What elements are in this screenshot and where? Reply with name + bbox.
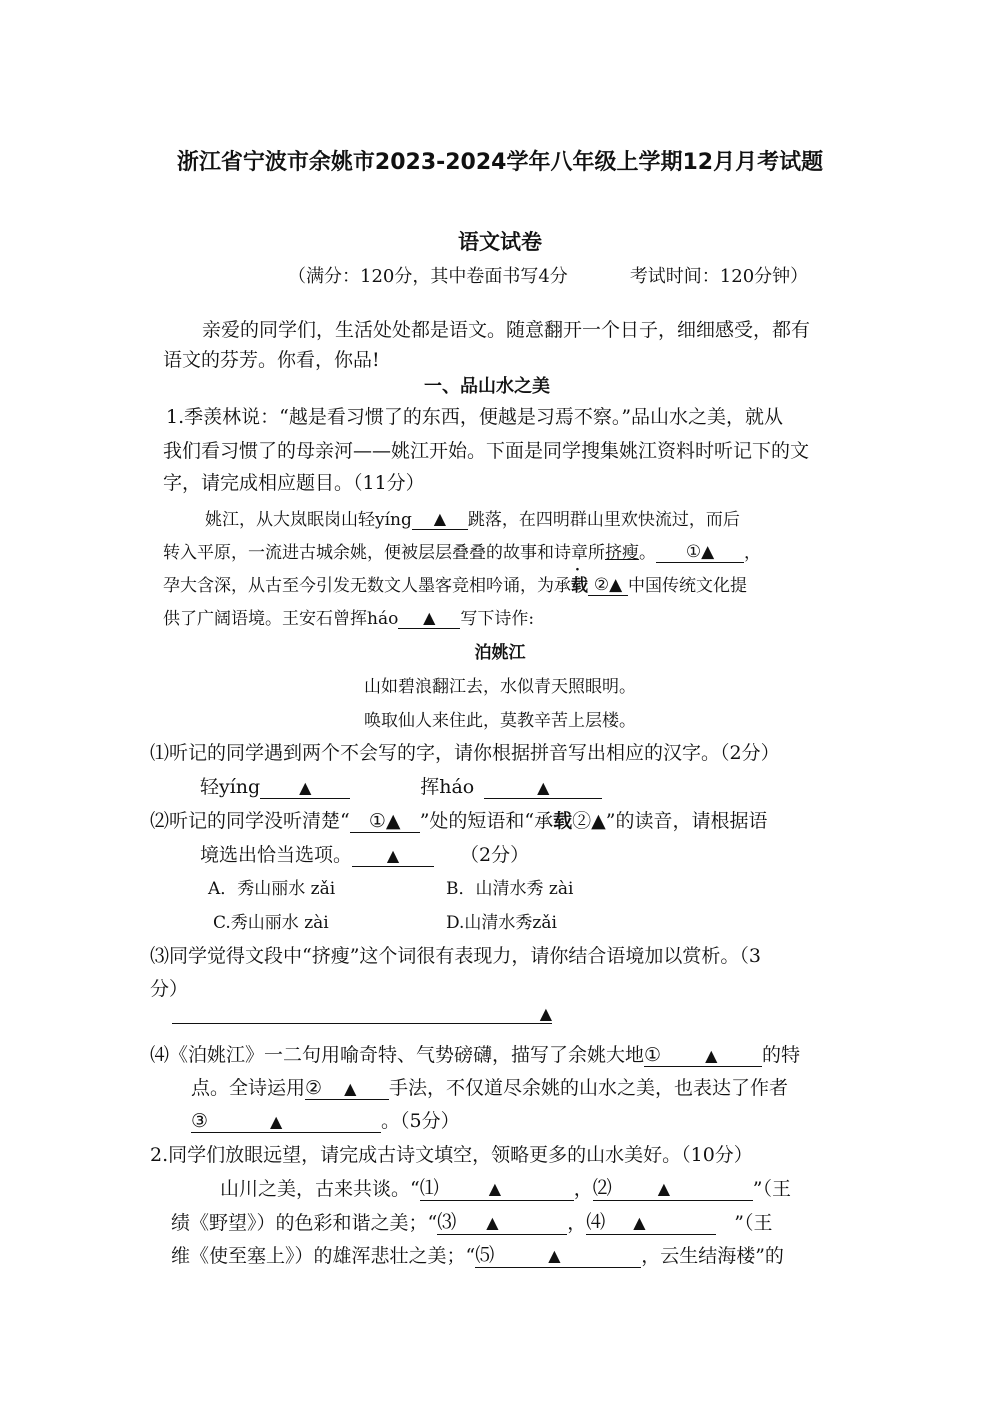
q1-sub2-text: ”处的短语和“承 xyxy=(419,810,554,832)
q1-sub2-line-1 xyxy=(150,806,768,833)
q1-sub2-text: 境选出恰当选项。 xyxy=(200,844,353,866)
dotted-char: 载 xyxy=(571,576,588,596)
option-d[interactable]: D.山清水秀zǎi xyxy=(446,913,557,933)
answer-blank-q2-2[interactable] xyxy=(593,1173,753,1201)
answer-label-a: 轻yíng xyxy=(200,776,261,798)
q2-line-4 xyxy=(171,1240,784,1268)
q2-text: ，云生结海楼”的 xyxy=(641,1245,784,1267)
blank-marker: ▲ xyxy=(423,608,436,627)
passage-text: 供了广阔语境。王安石曾挥háo xyxy=(163,609,399,629)
q1-sub4-line-1 xyxy=(150,1040,800,1067)
q1-sub2-text: ⑵听记的同学没听清楚“ xyxy=(150,810,350,832)
q1-sub3-answer-line[interactable] xyxy=(172,1004,552,1024)
blank-marker: ▲ xyxy=(433,509,447,528)
answer-blank-1-ref xyxy=(350,810,420,833)
passage-line-2 xyxy=(163,538,761,563)
blank-number-1: ①▲ xyxy=(685,542,715,562)
q2-text: ”（王 xyxy=(734,1212,773,1234)
q1-line-1: 1.季羡林说：“越是看习惯了的东西，便越是习焉不察。”品山水之美，就从 xyxy=(166,406,784,428)
passage-text: 跳落，在四明群山里欢快流过，而后 xyxy=(467,510,740,530)
q1-sub3-line-1: ⑶同学觉得文段中“挤瘦”这个词很有表现力，请你结合语境加以赏析。（3 xyxy=(150,945,762,967)
blank-marker: ▲ xyxy=(386,846,400,865)
blank-marker: ▲ xyxy=(270,1112,283,1131)
q2-text: ”（王 xyxy=(752,1178,791,1200)
exam-title: 浙江省宁波市余姚市2023-2024学年八年级上学期12月月考试题 xyxy=(176,150,824,175)
blank-marker: ▲ xyxy=(633,1213,646,1232)
blank-marker: ▲ xyxy=(705,1046,718,1065)
answer-blank-appreciation[interactable] xyxy=(172,1004,552,1024)
blank-marker: ▲ xyxy=(539,1004,552,1023)
blank-marker: ▲ xyxy=(537,778,550,797)
blank-marker: ▲ xyxy=(486,1213,499,1232)
q1-sub4-text: 手法，不仅道尽余姚的山水之美，也表达了作者 xyxy=(389,1077,789,1099)
q2-line-2 xyxy=(220,1173,791,1201)
blank-number: ⑸ xyxy=(475,1244,495,1266)
blank-marker: ▲ xyxy=(548,1246,561,1265)
passage-text: ， xyxy=(744,543,761,563)
blank-number: ⑵ xyxy=(592,1177,612,1199)
q1-sub1-answers xyxy=(200,772,602,799)
passage-text: 姚江，从大岚眠岗山轻yíng xyxy=(205,510,412,530)
blank-number-1: ①▲ xyxy=(368,810,401,832)
answer-blank-q2-3[interactable] xyxy=(437,1207,567,1235)
blank-number: ⑴ xyxy=(419,1177,439,1199)
blank-number: ② xyxy=(305,1077,323,1099)
q2-text: ， xyxy=(567,1212,587,1234)
q1-sub4-text: ⑷《泊姚江》一二句用喻奇特、气势磅礴，描写了余姚大地 xyxy=(150,1044,645,1066)
blank-marker: ▲ xyxy=(299,778,312,797)
passage-text: 孕大含深，从古至今引发无数文人墨客竞相吟诵，为承 xyxy=(163,576,571,596)
answer-blank-a[interactable] xyxy=(260,776,350,799)
answer-blank-choice[interactable] xyxy=(352,844,434,867)
q2-text: 山川之美，古来共谈。“ xyxy=(220,1178,420,1200)
exam-meta xyxy=(288,262,808,288)
answer-blank-1[interactable] xyxy=(656,542,744,563)
passage-line-3 xyxy=(163,571,747,596)
passage-text: 转入平原，一流进古城余姚，便被层层叠叠的故事和诗章所 xyxy=(163,543,605,563)
blank-number-2: ②▲ xyxy=(593,575,623,595)
answer-blank-q2-5[interactable] xyxy=(475,1240,641,1268)
answer-blank-yíng[interactable] xyxy=(412,509,468,530)
section-1-heading: 一、品山水之美 xyxy=(424,376,550,397)
highlighted-char: 载 xyxy=(553,810,573,832)
q2-text: 绩《野望》）的色彩和谐之美；“ xyxy=(171,1212,438,1234)
q2-line-3 xyxy=(171,1207,772,1235)
blank-marker: ▲ xyxy=(344,1079,357,1098)
q1-sub4-text: 点。全诗运用 xyxy=(191,1077,306,1099)
highlighted-word: 挤瘦 xyxy=(605,543,639,563)
answer-blank-4-1[interactable] xyxy=(644,1044,762,1067)
q1-line-3: 字，请完成相应题目。（11分） xyxy=(163,472,425,494)
option-a[interactable]: A．秀山丽水 zǎi xyxy=(208,879,336,899)
answer-blank-2[interactable] xyxy=(588,575,628,596)
q1-sub4-line-3 xyxy=(191,1106,460,1133)
answer-blank-háo[interactable] xyxy=(398,608,460,629)
blank-number: ⑷ xyxy=(586,1211,606,1233)
answer-blank-4-2[interactable] xyxy=(305,1077,389,1100)
blank-number: ① xyxy=(644,1044,662,1066)
q1-sub4-text: 。（5分） xyxy=(381,1110,460,1132)
poem-line-2: 唤取仙人来住此，莫教辛苦上层楼。 xyxy=(364,711,636,731)
passage-text: 中国传统文化提 xyxy=(628,576,747,596)
q2-line-1: 2.同学们放眼远望，请完成古诗文填空，领略更多的山水美好。（10分） xyxy=(150,1144,753,1166)
q1-sub1-prompt: ⑴听记的同学遇到两个不会写的字，请你根据拼音写出相应的汉字。（2分） xyxy=(150,742,780,764)
answer-blank-4-3[interactable] xyxy=(191,1110,381,1133)
q1-sub2-text: ”的读音，请根据语 xyxy=(605,810,768,832)
poem-title: 泊姚江 xyxy=(474,643,526,663)
poem-line-1: 山如碧浪翻江去，水似青天照眼明。 xyxy=(364,677,636,697)
q2-text: ， xyxy=(573,1178,593,1200)
blank-marker: ▲ xyxy=(657,1179,671,1198)
option-b[interactable]: B．山清水秀 zài xyxy=(446,879,574,899)
q1-sub2-points: （2分） xyxy=(460,844,530,866)
q1-line-2: 我们看习惯了的母亲河——姚江开始。下面是同学搜集姚江资料时听记下的文 xyxy=(163,440,810,462)
blank-number: ③ xyxy=(191,1110,209,1132)
answer-blank-b[interactable] xyxy=(484,776,602,799)
q2-text: 维《使至塞上》）的雄浑悲壮之美；“ xyxy=(171,1245,476,1267)
answer-label-b: 挥háo xyxy=(420,776,475,798)
q1-sub2-line-2 xyxy=(200,840,529,867)
passage-text: 写下诗作: xyxy=(460,609,535,629)
passage-line-1 xyxy=(205,505,740,530)
answer-blank-q2-1[interactable] xyxy=(420,1173,574,1201)
intro-line-1: 亲爱的同学们，生活处处都是语文。随意翻开一个日子，细细感受，都有 xyxy=(202,319,811,341)
exam-subtitle: 语文试卷 xyxy=(458,230,542,254)
intro-line-2: 语文的芬芳。你看，你品! xyxy=(163,349,380,371)
passage-text: 。 xyxy=(639,543,656,563)
option-c[interactable]: C.秀山丽水 zài xyxy=(213,913,329,933)
q1-sub4-text: 的特 xyxy=(762,1044,801,1066)
q1-sub4-line-2 xyxy=(191,1073,788,1100)
q1-sub3-line-2: 分） xyxy=(150,978,189,1000)
passage-line-4 xyxy=(163,604,534,629)
answer-blank-q2-4[interactable] xyxy=(586,1207,716,1235)
time-note: 考试时间：120分钟） xyxy=(629,266,809,287)
score-note: （满分：120分，其中卷面书写4分 xyxy=(288,266,568,287)
blank-marker: ▲ xyxy=(488,1179,502,1198)
blank-number: ⑶ xyxy=(437,1211,457,1233)
blank-number-2: ②▲ xyxy=(572,810,606,832)
